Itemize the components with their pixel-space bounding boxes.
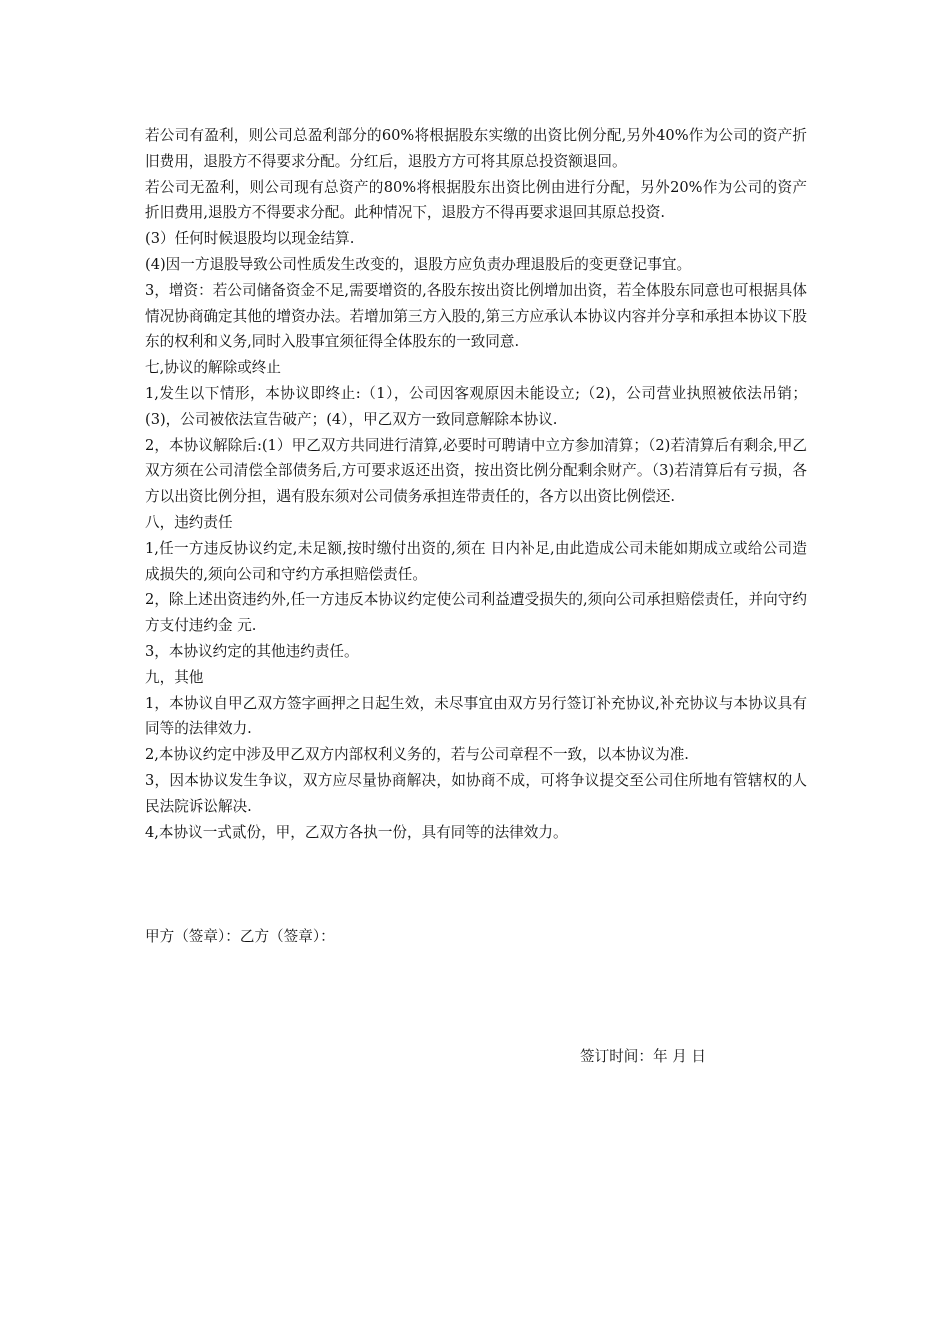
- signing-date-line: 签订时间：年 月 日: [580, 1048, 707, 1065]
- section-heading-breach: 八，违约责任: [145, 513, 233, 531]
- paragraph-liquidation: 2，本协议解除后:(1）甲乙双方共同进行清算,必要时可聘请中立方参加清算；（2)若清算后有剩余,甲乙双方须在公司清偿全部债务后,方可要求返还出资，按出资比例分配剩余财产。（3)若清算后有亏损，各方以出资比例分担，遇有股东须对公司债务承担连带责任的，各方以出资比例偿还.: [145, 436, 807, 506]
- signature-line: 甲方（签章）：乙方（签章）：: [145, 928, 335, 945]
- paragraph-precedence: 2,本协议约定中涉及甲乙双方内部权利义务的，若与公司章程不一致，以本协议为准.: [145, 746, 689, 764]
- section-heading-other: 九，其他: [145, 668, 204, 686]
- section-heading-termination: 七,协议的解除或终止: [145, 359, 281, 377]
- paragraph-breach-contribution: 1,任一方违反协议约定,未足额,按时缴付出资的,须在 日内补足,由此造成公司未能如期成立或给公司造成损失的,须向公司和守约方承担赔偿责任。: [145, 539, 807, 583]
- paragraph-profit-distribution: 若公司有盈利，则公司总盈利部分的60%将根据股东实缴的出资比例分配,另外40%作为公司的资产折旧费用，退股方不得要求分配。分红后，退股方方可将其原总投资额退回。: [145, 127, 807, 170]
- agreement-body: [145, 123, 807, 845]
- paragraph-effective-date: 1，本协议自甲乙双方签字画押之日起生效，未尽事宜由双方另行签订补充协议,补充协议与本协议具有同等的法律效力.: [145, 694, 807, 738]
- paragraph-no-profit-distribution: 若公司无盈利，则公司现有总资产的80%将根据股东出资比例由进行分配，另外20%作为公司的资产折旧费用,退股方不得要求分配。此种情况下，退股方不得再要求退回其原总投资.: [145, 178, 807, 222]
- paragraph-capital-increase: 3，增资：若公司储备资金不足,需要增资的,各股东按出资比例增加出资，若全体股东同意也可根据具体情况协商确定其他的增资办法。若增加第三方入股的,第三方应承认本协议内容并分享和承担本协议下股东的权利和义务,同时入股事宜须征得全体股东的一致同意.: [145, 281, 807, 351]
- paragraph-breach-other: 3，本协议约定的其他违约责任。: [145, 642, 359, 660]
- paragraph-dispute-resolution: 3，因本协议发生争议，双方应尽量协商解决，如协商不成，可将争议提交至公司住所地有管辖权的人民法院诉讼解决.: [145, 771, 807, 815]
- paragraph-change-registration: (4)因一方退股导致公司性质发生改变的，退股方应负责办理退股后的变更登记事宜。: [145, 255, 692, 273]
- paragraph-cash-settlement: (3）任何时候退股均以现金结算.: [145, 230, 355, 248]
- paragraph-termination-conditions: 1,发生以下情形，本协议即终止:（1），公司因客观原因未能设立;（2)，公司营业执照被依法吊销；(3)，公司被依法宣告破产；(4），甲乙双方一致同意解除本协议.: [145, 384, 807, 428]
- paragraph-copies: 4,本协议一式贰份，甲，乙双方各执一份，具有同等的法律效力。: [145, 823, 568, 841]
- paragraph-breach-damages: 2，除上述出资违约外,任一方违反本协议约定使公司利益遭受损失的,须向公司承担赔偿责任，并向守约方支付违约金 元.: [145, 591, 807, 635]
